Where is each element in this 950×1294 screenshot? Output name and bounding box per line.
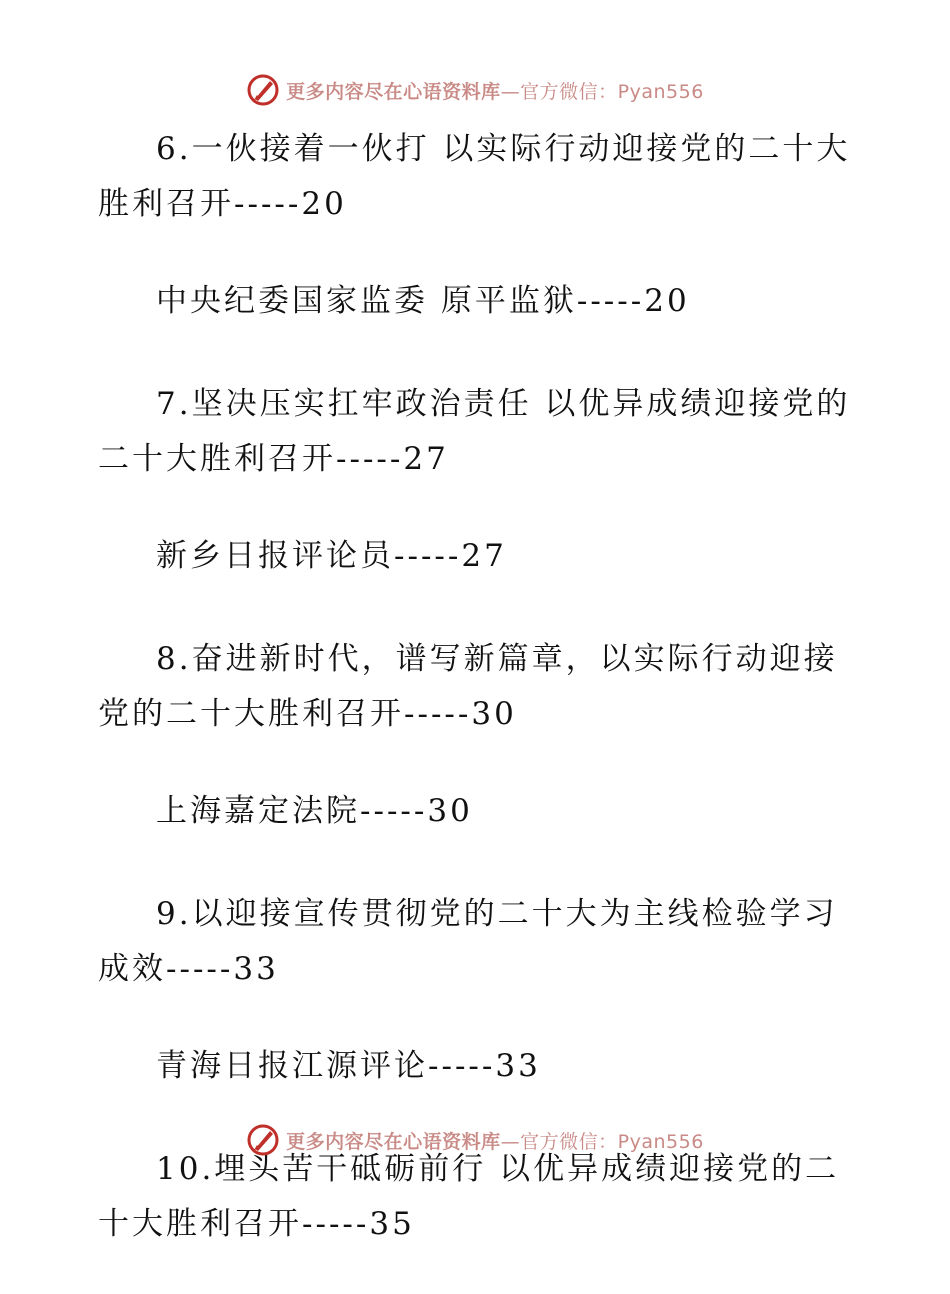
watermark-text: 更多内容尽在心语资料库—官方微信：Pyan556 xyxy=(286,1130,704,1153)
toc-entry-7-title: 7.坚决压实扛牢政治责任 以优异成绩迎接党的二十大胜利召开-----27 xyxy=(98,386,851,477)
toc-entry-6-source: 中央纪委国家监委 原平监狱-----20 xyxy=(156,283,690,319)
toc-entry-6-title: 6.一伙接着一伙打 以实际行动迎接党的二十大胜利召开-----20 xyxy=(98,131,851,222)
toc-entry-9-source: 青海日报江源评论-----33 xyxy=(156,1048,541,1084)
table-of-contents xyxy=(98,122,858,1294)
watermark-text: 更多内容尽在心语资料库—官方微信：Pyan556 xyxy=(286,80,704,103)
toc-entry-10-title: 10.埋头苦干砥砺前行 以优异成绩迎接党的二十大胜利召开-----35 xyxy=(98,1151,840,1242)
quill-logo-icon xyxy=(246,73,280,107)
toc-entry-8-source: 上海嘉定法院-----30 xyxy=(156,793,473,829)
footer-watermark xyxy=(0,1120,950,1160)
toc-entry-9-title: 9.以迎接宣传贯彻党的二十大为主线检验学习成效-----33 xyxy=(98,896,838,987)
quill-logo-icon xyxy=(246,1123,280,1157)
toc-entry-8-title: 8.奋进新时代，谱写新篇章，以实际行动迎接党的二十大胜利召开-----30 xyxy=(98,641,838,732)
header-watermark xyxy=(0,70,950,110)
toc-entry-7-source: 新乡日报评论员-----27 xyxy=(156,538,507,574)
